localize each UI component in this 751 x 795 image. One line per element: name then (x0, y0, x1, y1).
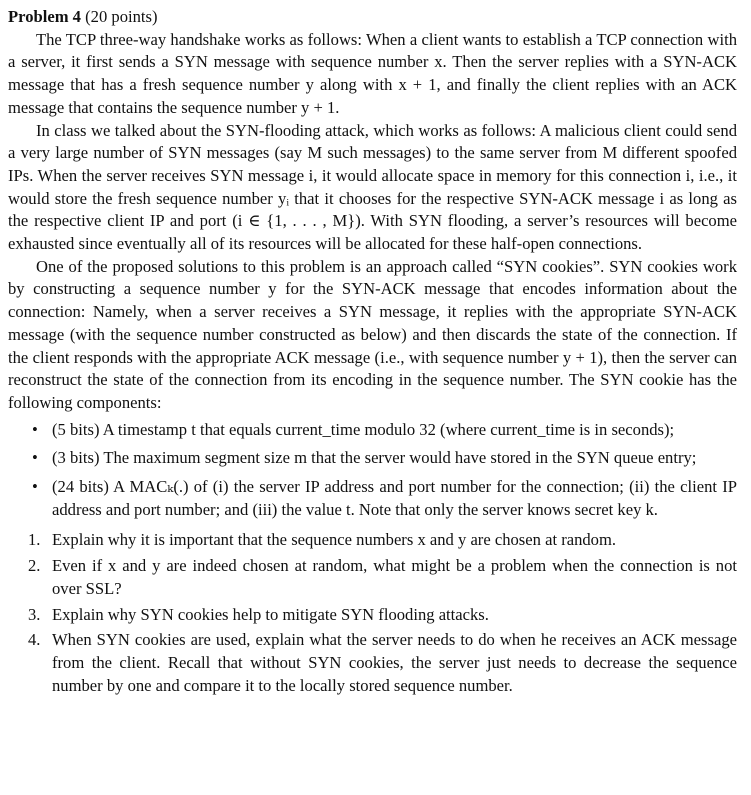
component-timestamp: • (5 bits) A timestamp t that equals current_time modulo 32 (where current_time is in seconds); (52, 419, 737, 442)
question-number: 3. (28, 604, 41, 624)
question-number: 2. (28, 556, 41, 576)
question-item (28, 555, 737, 600)
problem-points: (20 points) (85, 7, 158, 26)
component-mac: • (24 bits) A MACₖ(.) of (i) the server IP address and port number for the connection; (ii) the client IP address and port number; and (iii) the value t. Note that only the server knows secret key k. (52, 476, 737, 521)
paragraph-syn-flooding: In class we talked about the SYN-flooding attack, which works as follows: A malicious client could send a very large number of SYN messages (say M such messages) to the same server from M different spoofed IPs. When the server receives SYN message i, it would allocate space in memory for this connection i, i.e., it would store the fresh sequence number yᵢ that it chooses for the respective SYN-ACK message i as long as the respective client IP and port (i ∈ {1, . . . , M}). With SYN flooding, a server’s resources will become exhausted since eventually all of its resources will be allocated for these half-open connections. (8, 120, 737, 254)
question-item (28, 529, 737, 552)
question-text: When SYN cookies are used, explain what the server needs to do when he receives an ACK message from the client. Recall that without SYN cookies, the server just needs to decrease the sequence number by one and compare it to the locally stored sequence number. (52, 630, 737, 695)
question-text: Explain why SYN cookies help to mitigate SYN flooding attacks. (52, 604, 489, 624)
question-number: 1. (28, 530, 41, 550)
questions-list (8, 529, 737, 697)
paragraph-handshake: The TCP three-way handshake works as follows: When a client wants to establish a TCP connection with a server, it first sends a SYN message with sequence number x. Then the server replies with a SYN-ACK message that has a fresh sequence number y along with x + 1, and finally the client replies with an ACK message that contains the sequence number y + 1. (8, 29, 737, 117)
paragraph-syn-cookies: One of the proposed solutions to this problem is an approach called “SYN cookies”. SYN cookies work by constructing a sequence number y for the SYN-ACK message that encodes information about the connection: Namely, when a server receives a SYN message, it replies with the appropriate SYN-ACK message (with the sequence number constructed as below) and then discards the state of the connection. If the client responds with the appropriate ACK message (i.e., with sequence number y + 1), then the server can reconstruct the state of the connection from its encoding in the sequence number. The SYN cookie has the following components: (8, 256, 737, 412)
cookie-components-list (8, 419, 737, 522)
component-segment-size: • (3 bits) The maximum segment size m that the server would have stored in the SYN queue entry; (52, 447, 737, 470)
problem-heading (8, 6, 737, 29)
question-item (28, 629, 737, 697)
question-text: Explain why it is important that the sequence numbers x and y are chosen at random. (52, 530, 617, 550)
question-item (28, 604, 737, 627)
question-number: 4. (28, 630, 41, 650)
question-text: Even if x and y are indeed chosen at random, what might be a problem when the connection is not over SSL? (52, 556, 737, 598)
problem-title: Problem 4 (8, 7, 81, 26)
